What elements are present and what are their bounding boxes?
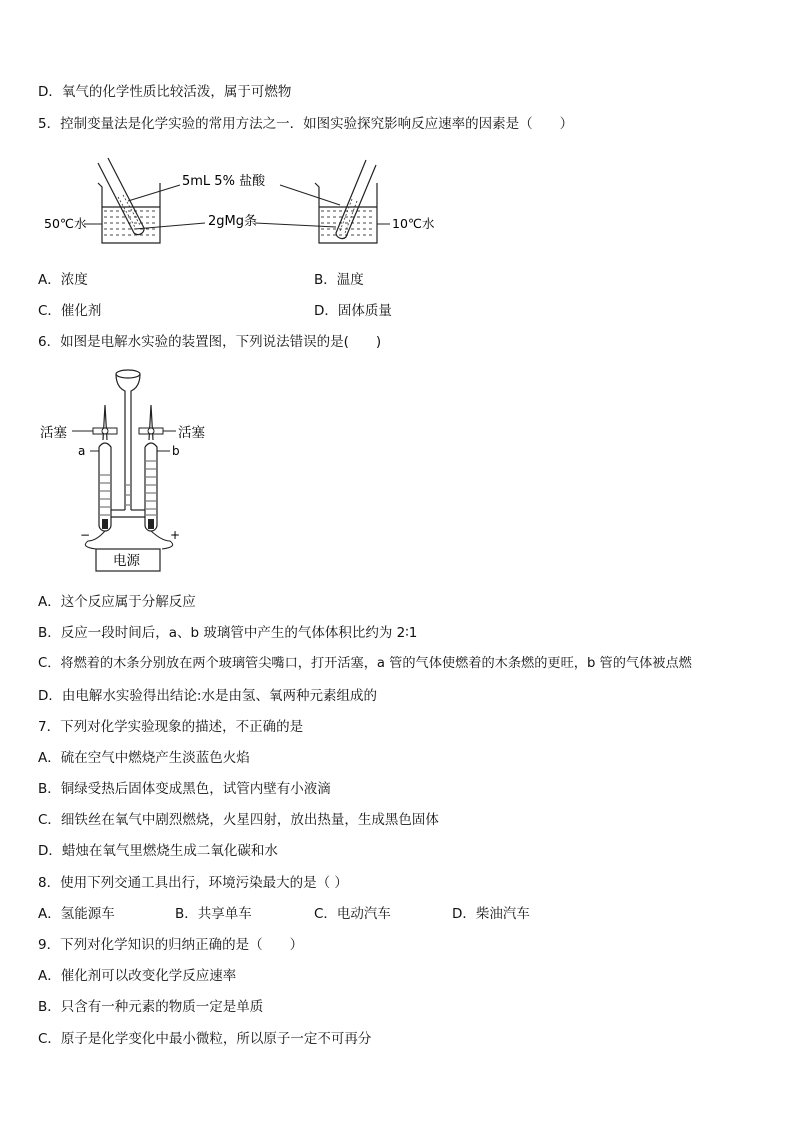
q9-option-b: B．只含有一种元素的物质一定是单质 [38,999,264,1015]
q5-option-c: C．催化剂 [38,303,102,319]
right-water-label: 10℃水 [392,216,435,231]
q5-option-a: A．浓度 [38,272,88,288]
q7-option-c: C．细铁丝在氧气中剧烈燃烧，火星四射，放出热量，生成黑色固体 [38,812,439,828]
q9-stem: 9．下列对化学知识的归纳正确的是（ ） [38,937,304,953]
q5-option-d: D．固体质量 [314,303,392,319]
q9-option-a: A．催化剂可以改变化学反应速率 [38,968,237,984]
funnel [116,370,140,510]
q7-option-d: D．蜡烛在氧气里燃烧生成二氧化碳和水 [38,843,278,859]
q6-option-b: B．反应一段时间后，a、b 玻璃管中产生的气体体积比约为 2∶1 [38,625,418,641]
q6-option-c: C．将燃着的木条分别放在两个玻璃管尖嘴口，打开活塞，a 管的气体使燃着的木条燃的更旺，b 管的气体被点燃 [38,656,692,671]
q6-option-d: D．由电解水实验得出结论:水是由氢、氧两种元素组成的 [38,688,377,704]
right-beaker [315,183,377,243]
q6-option-a: A．这个反应属于分解反应 [38,594,196,610]
tube-b-label: b [172,444,180,458]
acid-label: 5mL 5% 盐酸 [182,174,266,189]
q7-option-a: A．硫在空气中燃烧产生淡蓝色火焰 [38,750,250,766]
q8-stem: 8．使用下列交通工具出行，环境污染最大的是（ ） [38,875,348,891]
q5-option-b: B．温度 [314,272,364,288]
left-beaker [98,183,160,243]
stopcock-left-label: 活塞 [40,425,67,441]
q9-option-c: C．原子是化学变化中最小微粒，所以原子一定不可再分 [38,1031,372,1047]
plus-sign: + [170,528,181,542]
stopcock-left-icon [93,428,117,434]
stopcock-right-icon [139,428,163,434]
q8-option-d: D．柴油汽车 [452,906,530,922]
q8-option-c: C．电动汽车 [314,906,391,922]
tube-a-label: a [78,444,86,458]
mg-label: 2gMg条 [208,214,257,229]
q7-stem: 7．下列对化学实验现象的描述，不正确的是 [38,719,304,735]
q6-figure [38,365,228,580]
q5-stem: 5．控制变量法是化学实验的常用方法之一．如图实验探究影响反应速率的因素是（ ） [38,116,574,132]
stopcock-right-label: 活塞 [178,425,205,441]
q8-option-a: A．氢能源车 [38,906,115,922]
power-label: 电源 [113,553,140,569]
minus-sign: − [80,528,91,542]
q7-option-b: B．铜绿受热后固体变成黑色，试管内壁有小液滴 [38,781,331,797]
q5-figure [40,155,460,250]
q6-stem: 6．如图是电解水实验的装置图，下列说法错误的是( ) [38,334,382,350]
q8-option-b: B．共享单车 [175,906,252,922]
left-water-label: 50℃水 [44,216,87,231]
q4-option-d: D．氧气的化学性质比较活泼，属于可燃物 [38,84,292,100]
tube-b [145,405,157,531]
tube-a [99,405,111,531]
